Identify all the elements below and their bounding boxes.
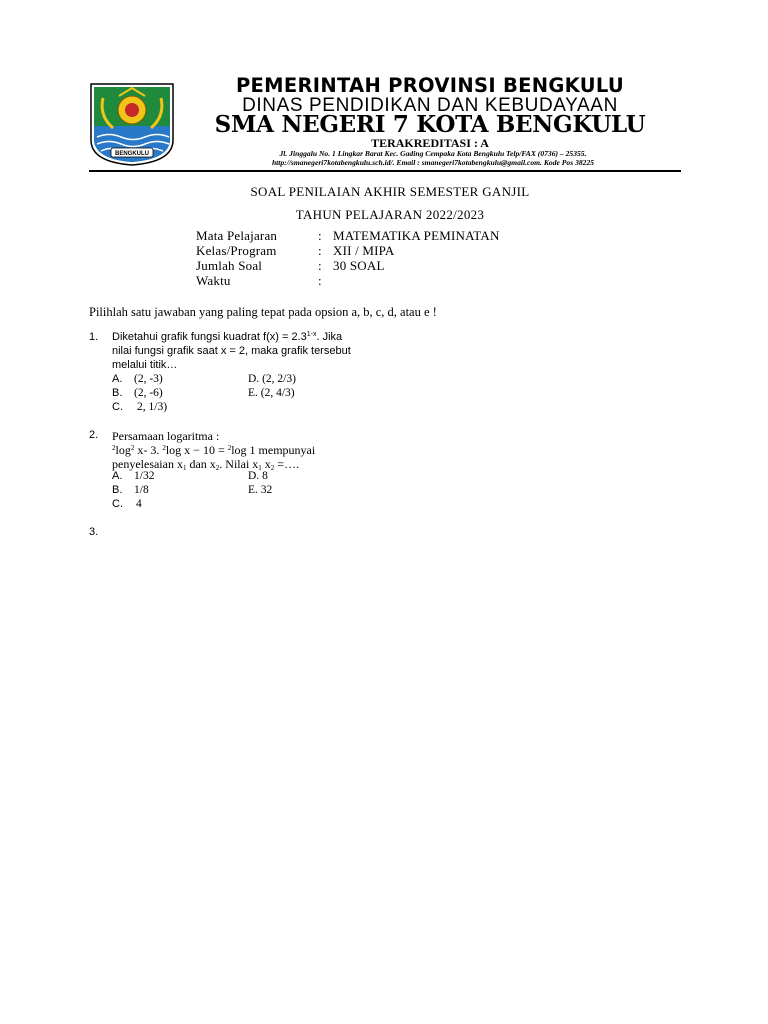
instructions: Pilihlah satu jawaban yang paling tepat pada opsion a, b, c, d, atau e ! <box>89 305 437 319</box>
answer-option-c <box>112 401 167 413</box>
answer-option-d <box>248 373 296 385</box>
info-colon: : <box>318 243 322 258</box>
academic-year: TAHUN PELAJARAN 2022/2023 <box>295 207 485 222</box>
equation-part: log x − 10 = <box>165 443 228 457</box>
question-text: . Jika <box>316 331 343 343</box>
letterhead-divider <box>89 170 681 172</box>
subscript: 1 <box>182 464 187 472</box>
option-text: (2, -6) <box>134 387 163 399</box>
log-base: 2 <box>112 444 116 452</box>
letterhead-accreditation: TERAKREDITASI : A <box>371 136 489 150</box>
exponent: 2 <box>130 444 135 452</box>
option-letter: E. <box>248 484 258 496</box>
equation-part: log 1 mempunyai <box>231 443 316 457</box>
option-letter: B. <box>112 484 123 496</box>
question-text: x <box>261 457 271 471</box>
school-emblem-logo <box>89 82 175 166</box>
question-number: 2. <box>89 429 99 441</box>
info-colon: : <box>318 258 322 273</box>
question-text: Diketahui grafik fungsi kuadrat f(x) = 2.3 <box>112 331 307 343</box>
answer-option-c <box>112 498 142 510</box>
equation-part: log <box>115 443 131 457</box>
question-text: . Nilai x <box>219 457 259 471</box>
letterhead-contact: http://smanegeri7kotabengkulu.sch.id/. Email : smanegeri7kotabengkulu@gmail.com. Kode Pos 38225 <box>271 158 595 167</box>
question-number: 3. <box>89 526 99 538</box>
answer-option-e <box>248 387 295 399</box>
option-text: (2, 4/3) <box>260 387 295 399</box>
question-number: 1. <box>89 331 99 343</box>
info-colon: : <box>318 228 322 243</box>
letterhead-school-name: SMA NEGERI 7 KOTA BENGKULU <box>214 111 646 138</box>
question-1-text-line1 <box>112 331 342 343</box>
answer-option-b <box>112 484 149 496</box>
subscript: 2 <box>215 464 220 472</box>
info-value: MATEMATIKA PEMINATAN <box>333 228 500 243</box>
info-value: XII / MIPA <box>333 243 395 258</box>
info-value: 30 SOAL <box>333 258 385 273</box>
option-letter: E. <box>248 387 258 399</box>
info-label: Jumlah Soal <box>196 258 263 273</box>
info-label: Kelas/Program <box>196 243 277 258</box>
option-letter: C. <box>112 498 123 510</box>
option-letter: D. <box>248 470 260 482</box>
answer-option-a <box>112 373 163 385</box>
question-2-text-line1: Persamaan logaritma : <box>112 429 220 443</box>
option-letter: A. <box>112 470 123 482</box>
option-text: 1/32 <box>134 470 155 482</box>
letterhead-department-name: DINAS PENDIDIKAN DAN KEBUDAYAAN <box>242 95 618 116</box>
answer-option-d <box>248 470 268 482</box>
info-colon: : <box>318 273 322 288</box>
letterhead-government-name: PEMERINTAH PROVINSI BENGKULU <box>235 74 625 97</box>
logo-banner-text: BENGKULU <box>115 151 149 157</box>
option-text: 1/8 <box>134 484 149 496</box>
letterhead-address: Jl. Jinggalu No. 1 Lingkar Barat Kec. Gading Cempaka Kota Bengkulu Telp/FAX (0736) – 25355. <box>279 149 587 158</box>
answer-option-a <box>112 470 154 482</box>
info-label: Mata Pelajaran <box>196 228 278 243</box>
question-text: dan x <box>186 457 216 471</box>
option-text: (2, 2/3) <box>262 373 296 385</box>
info-label: Waktu <box>196 273 231 288</box>
subscript: 2 <box>270 464 275 472</box>
answer-option-b <box>112 387 163 399</box>
exponent: 1-x <box>306 331 317 338</box>
equation-part: x- 3. <box>134 443 163 457</box>
log-base: 2 <box>227 444 232 452</box>
subscript: 1 <box>258 464 262 472</box>
option-text: 2, 1/3) <box>137 401 168 413</box>
answer-option-e <box>248 484 272 496</box>
question-2-equation <box>112 443 315 458</box>
question-text: penyelesaian x <box>112 457 183 471</box>
question-1-text-line3: melalui titik… <box>112 359 178 371</box>
option-text: 32 <box>260 484 273 496</box>
option-text: 8 <box>262 470 268 482</box>
log-base: 2 <box>162 444 166 452</box>
exam-title: SOAL PENILAIAN AKHIR SEMESTER GANJIL <box>250 184 530 199</box>
question-text: =…. <box>274 457 300 471</box>
option-letter: A. <box>112 373 123 385</box>
question-1-text-line2: nilai fungsi grafik saat x = 2, maka grafik tersebut <box>112 345 351 357</box>
option-letter: D. <box>248 373 260 385</box>
option-letter: C. <box>112 401 123 413</box>
option-text: (2, -3) <box>134 373 163 385</box>
option-letter: B. <box>112 387 123 399</box>
option-text: 4 <box>136 498 142 510</box>
